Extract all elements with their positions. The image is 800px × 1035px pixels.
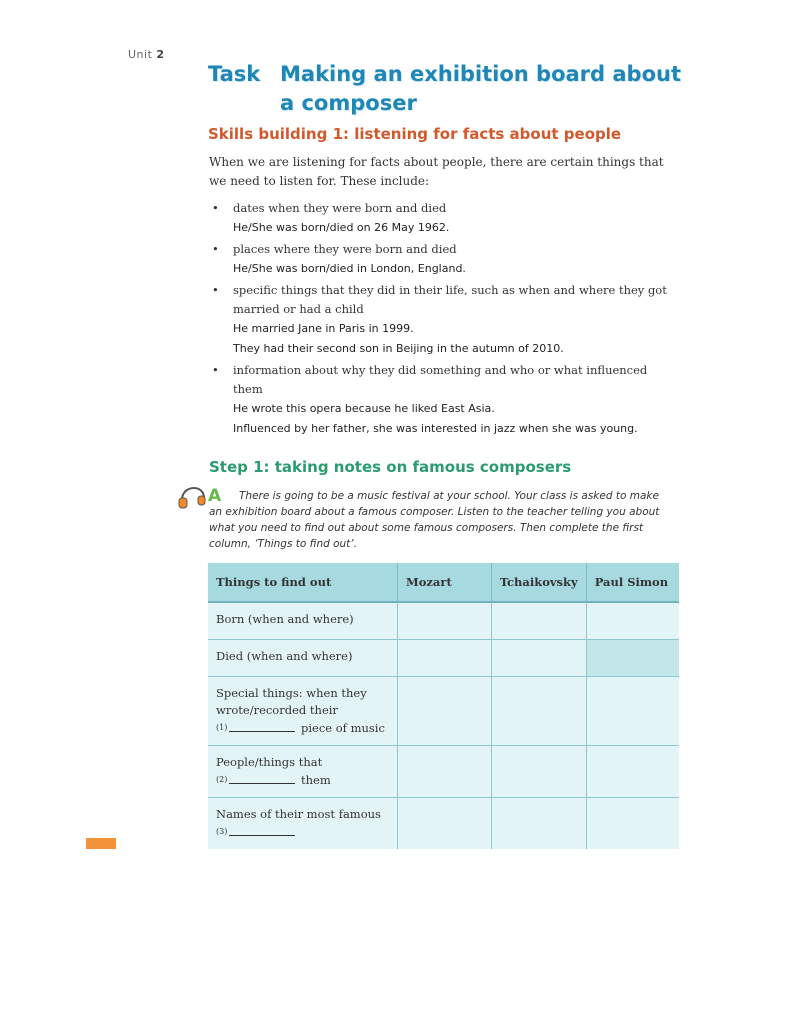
- title-line-1: Making an exhibition board about: [280, 62, 681, 86]
- blank-number: (2): [216, 774, 228, 784]
- table-cell[interactable]: [398, 676, 492, 745]
- list-item: [209, 240, 679, 279]
- bullet-text: specific things that they did in their life, such as when and where they got married or had a child: [233, 283, 667, 316]
- table-cell[interactable]: [398, 639, 492, 676]
- headphones-icon: [178, 486, 206, 510]
- table-cell[interactable]: [491, 676, 586, 745]
- blank-number: (1): [216, 722, 228, 732]
- table-row: [208, 745, 679, 797]
- example-sentence: He/She was born/died on 26 May 1962.: [233, 221, 450, 234]
- table-cell[interactable]: [586, 797, 679, 849]
- unit-label: Unit 2: [128, 48, 165, 61]
- notes-table: [208, 563, 679, 849]
- example-sentence: They had their second son in Beijing in the autumn of 2010.: [233, 342, 564, 355]
- skills-heading: Skills building 1: listening for facts about people: [208, 125, 622, 143]
- column-header: Tchaikovsky: [491, 563, 586, 602]
- step-heading: Step 1: taking notes on famous composers: [209, 458, 572, 476]
- example-sentence: He wrote this opera because he liked East Asia.: [233, 402, 495, 415]
- fill-blank[interactable]: [229, 721, 295, 732]
- column-header: Mozart: [398, 563, 492, 602]
- bullet-icon: •: [212, 242, 219, 256]
- table-row: [208, 639, 679, 676]
- intro-paragraph: When we are listening for facts about people, there are certain things that we need to listen for. These include:: [209, 155, 664, 188]
- list-item: [209, 281, 679, 359]
- row-label: Names of their most famous (3): [208, 797, 398, 849]
- activity-label: A: [208, 486, 222, 506]
- table-row: [208, 797, 679, 849]
- unit-number: 2: [156, 48, 165, 61]
- table-header-row: [208, 563, 679, 602]
- title-line-2: a composer: [280, 91, 417, 115]
- table-cell[interactable]: [398, 797, 492, 849]
- example-sentence: He/She was born/died in London, England.: [233, 262, 466, 275]
- bullet-list: [209, 199, 679, 441]
- list-item: [209, 361, 679, 439]
- table-cell[interactable]: [586, 676, 679, 745]
- page-edge-tab: [86, 838, 116, 849]
- list-item: [209, 199, 679, 238]
- bullet-icon: •: [212, 201, 219, 215]
- example-sentence: He married Jane in Paris in 1999.: [233, 322, 414, 335]
- row-label: Died (when and where): [208, 639, 398, 676]
- column-header: Things to find out: [208, 563, 398, 602]
- bullet-icon: •: [212, 363, 219, 377]
- bullet-icon: •: [212, 283, 219, 297]
- bullet-text: dates when they were born and died: [233, 201, 447, 215]
- column-header: Paul Simon: [586, 563, 679, 602]
- fill-blank[interactable]: [229, 825, 295, 836]
- bullet-text: places where they were born and died: [233, 242, 457, 256]
- example-sentence: Influenced by her father, she was interested in jazz when she was young.: [233, 422, 638, 435]
- bullet-text: information about why they did something and who or what influenced them: [233, 363, 648, 396]
- table-row: [208, 676, 679, 745]
- table-cell[interactable]: [491, 797, 586, 849]
- row-label: People/things that (2) them: [208, 745, 398, 797]
- table-row: [208, 602, 679, 639]
- table-cell[interactable]: [586, 639, 679, 676]
- table-cell[interactable]: [491, 639, 586, 676]
- table-cell[interactable]: [586, 745, 679, 797]
- table-cell[interactable]: [491, 745, 586, 797]
- row-label: Born (when and where): [208, 602, 398, 639]
- table-cell[interactable]: [586, 602, 679, 639]
- page-title: [208, 60, 681, 118]
- activity-instruction: There is going to be a music festival at your school. Your class is asked to make an exhibition board about a famous composer. Listen to the teacher telling you about what you need to find out about some famous composers. Then complete the first column, ‘Things to find out’.: [209, 490, 660, 550]
- table-cell[interactable]: [398, 745, 492, 797]
- table-cell[interactable]: [398, 602, 492, 639]
- row-label: Special things: when they wrote/recorded their (1) piece of music: [208, 676, 398, 745]
- blank-number: (3): [216, 826, 228, 836]
- task-label: Task: [208, 62, 261, 86]
- fill-blank[interactable]: [229, 773, 295, 784]
- table-cell[interactable]: [491, 602, 586, 639]
